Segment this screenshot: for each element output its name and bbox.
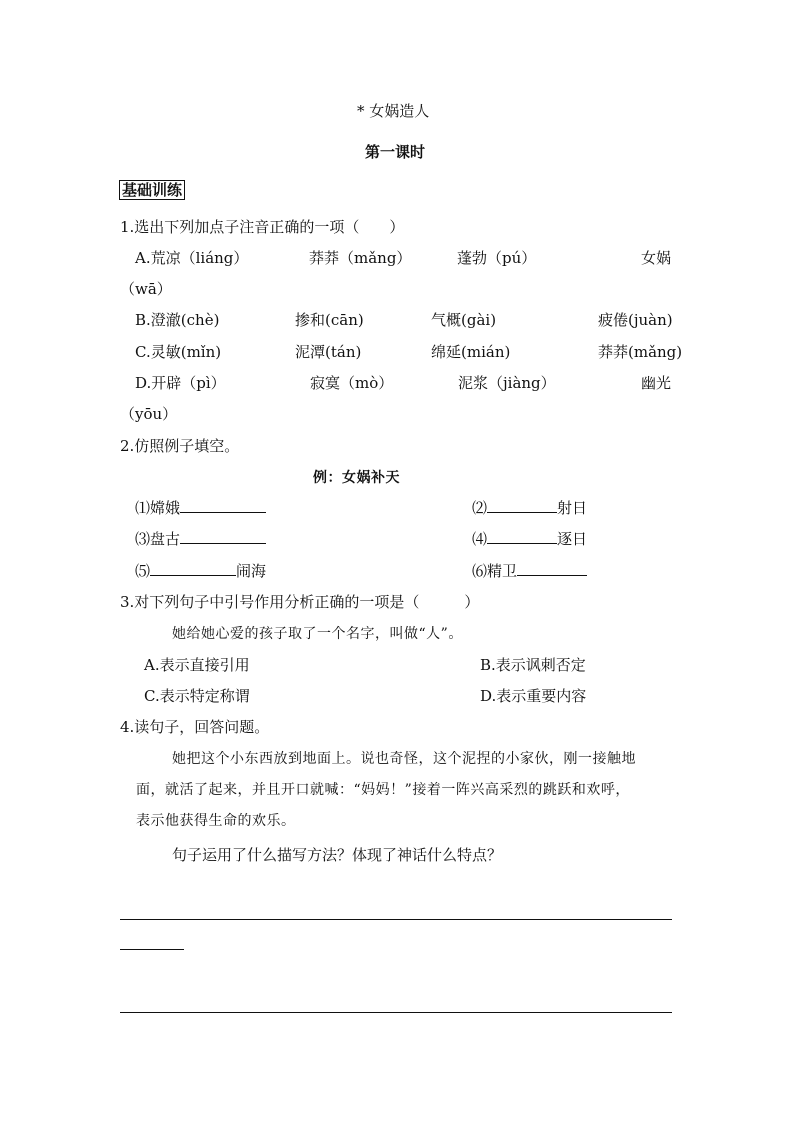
- q4-passage-line-2: 面，就活了起来，并且开口就喊：“妈妈！”接着一阵兴高采烈的跳跃和欢呼，: [136, 782, 630, 798]
- q1-option-b-4: 疲倦(juàn): [598, 311, 673, 329]
- q3-option-b: B.表示讽刺否定: [480, 656, 586, 674]
- q2-item-6-text: ⑹精卫: [472, 562, 518, 580]
- q2-item-4: [472, 529, 587, 549]
- q3-option-a: A.表示直接引用: [144, 656, 250, 674]
- q2-item-2-suffix: 射日: [557, 499, 588, 517]
- q2-item-2: [472, 498, 587, 518]
- q3-sentence: 她给她心爱的孩子取了一个名字，叫做“人”。: [172, 626, 463, 642]
- q1-option-d-4: 幽光: [641, 374, 672, 392]
- q1-option-a-2: 莽莽（mǎng）: [309, 249, 412, 267]
- q1-option-d-5: （yōu）: [120, 405, 178, 423]
- q2-example: 例：女娲补天: [313, 470, 400, 486]
- q2-item-5-suffix: 闹海: [236, 562, 267, 580]
- q1-option-c-1: C.灵敏(mǐn): [135, 343, 222, 361]
- question-2-stem: 2.仿照例子填空。: [120, 437, 240, 455]
- q1-option-d-2: 寂寞（mò）: [310, 374, 394, 392]
- q2-blank-5[interactable]: [150, 561, 236, 576]
- q3-option-c: C.表示特定称谓: [144, 687, 250, 705]
- q2-item-4-text: ⑷: [472, 530, 488, 548]
- lesson-subtitle: 第一课时: [365, 143, 426, 161]
- q2-item-3: [135, 529, 266, 549]
- question-3-stem: 3.对下列句子中引号作用分析正确的一项是（ ）: [120, 593, 480, 611]
- q2-blank-6[interactable]: [517, 561, 587, 576]
- q1-option-b-3: 气概(gài): [431, 311, 497, 329]
- answer-line-1[interactable]: [120, 919, 672, 920]
- section-label: 基础训练: [119, 180, 185, 200]
- q2-blank-3[interactable]: [180, 529, 266, 544]
- q2-blank-4[interactable]: [487, 529, 557, 544]
- q1-option-a-5: （wā）: [120, 280, 172, 298]
- q1-option-c-2: 泥潭(tán): [295, 343, 362, 361]
- q1-option-a-3: 蓬勃（pú）: [457, 249, 537, 267]
- q1-option-b-1: B.澄澈(chè): [135, 311, 220, 329]
- q2-item-1: [135, 498, 266, 518]
- q2-item-1-text: ⑴嫦娥: [135, 499, 181, 517]
- q2-item-2-text: ⑵: [472, 499, 488, 517]
- q1-option-a-4: 女娲: [641, 249, 672, 267]
- q4-passage-line-3: 表示他获得生命的欢乐。: [136, 813, 296, 829]
- q2-item-6: [472, 561, 587, 581]
- question-1-stem: 1.选出下列加点子注音正确的一项（ ）: [120, 218, 405, 236]
- q4-question: 句子运用了什么描写方法？体现了神话什么特点？: [172, 846, 503, 864]
- q1-option-a-1: A.荒凉（liáng）: [135, 249, 249, 267]
- q2-blank-2[interactable]: [487, 498, 557, 513]
- question-4-stem: 4.读句子，回答问题。: [120, 718, 270, 736]
- q1-option-d-1: D.开辟（pì）: [135, 374, 226, 392]
- q2-item-3-text: ⑶盘古: [135, 530, 181, 548]
- q2-item-4-suffix: 逐日: [557, 530, 588, 548]
- q2-blank-1[interactable]: [180, 498, 266, 513]
- q3-option-d: D.表示重要内容: [480, 687, 587, 705]
- page-title: * 女娲造人: [357, 102, 430, 120]
- answer-line-2[interactable]: [120, 949, 184, 950]
- answer-line-3[interactable]: [120, 1012, 672, 1013]
- q2-item-5: [135, 561, 266, 581]
- q2-item-5-text: ⑸: [135, 562, 151, 580]
- q1-option-d-3: 泥浆（jiàng）: [458, 374, 556, 392]
- q1-option-b-2: 掺和(cān): [295, 311, 364, 329]
- q1-option-c-3: 绵延(mián): [431, 343, 511, 361]
- q1-option-c-4: 莽莽(mǎng): [598, 343, 683, 361]
- q4-passage-line-1: 她把这个小东西放到地面上。说也奇怪，这个泥捏的小家伙，刚一接触地: [172, 751, 636, 767]
